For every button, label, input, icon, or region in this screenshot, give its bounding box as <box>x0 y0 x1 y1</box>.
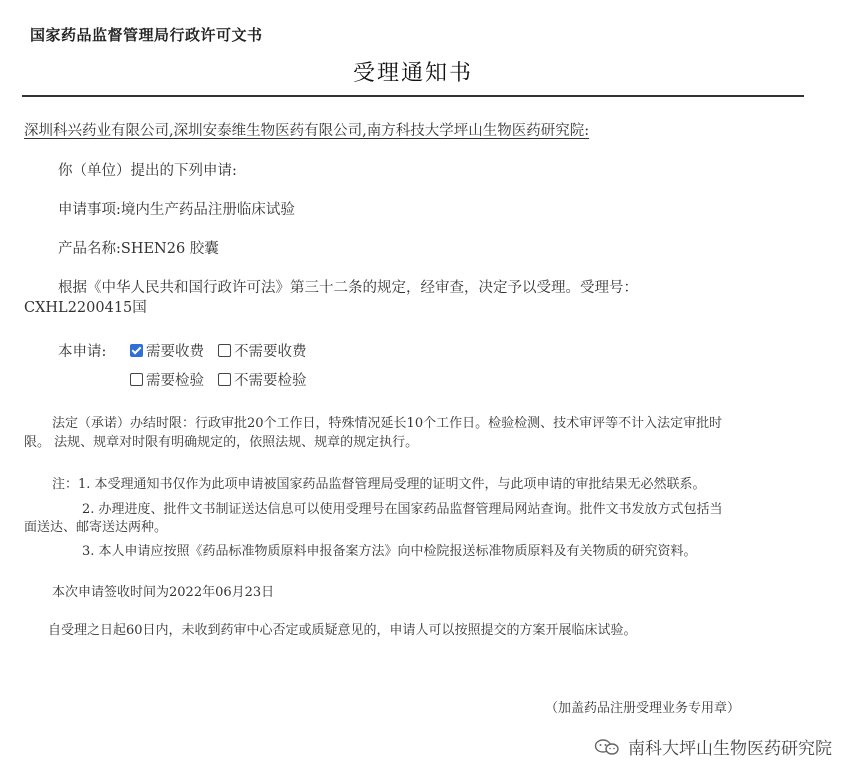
acceptance-number: CXHL2200415国 <box>24 300 147 316</box>
wechat-icon <box>594 738 620 756</box>
note-3: 3. 本人申请应按照《药品标准物质原料申报备案方法》向中检院报送标准物质原料及有关物质的研究资料。 <box>82 544 697 559</box>
checkbox-icon[interactable] <box>218 344 231 357</box>
inspection-not-required-label: 不需要检验 <box>234 373 307 389</box>
inspection-required-option[interactable] <box>130 369 204 390</box>
legal-basis-line-1: 根据《中华人民共和国行政许可法》第三十二条的规定，经审查，决定予以受理。受理号： <box>58 280 638 296</box>
checkbox-checked-icon[interactable] <box>130 344 143 357</box>
note-1: 注：1. 本受理通知书仅作为此项申请被国家药品监督管理局受理的证明文件，与此项申请的审批结果无必然联系。 <box>52 477 706 492</box>
time-limit-line-2: 限。 法规、规章对时限有明确规定的，依照法规、规章的规定执行。 <box>24 435 419 450</box>
checkbox-icon[interactable] <box>130 373 143 386</box>
fee-not-required-label: 不需要收费 <box>234 344 307 360</box>
clinical-notice: 自受理之日起60日内，未收到药审中心否定或质疑意见的，申请人可以按照提交的方案开展临床试验。 <box>48 623 637 638</box>
inspection-required-label: 需要检验 <box>146 373 204 389</box>
source-watermark <box>594 734 832 759</box>
checkbox-icon[interactable] <box>218 373 231 386</box>
applicant-names: 深圳科兴药业有限公司,深圳安泰维生物医药有限公司,南方科技大学坪山生物医药研究院: <box>24 123 590 139</box>
application-item: 申请事项:境内生产药品注册临床试验 <box>58 202 295 218</box>
watermark-text: 南科大坪山生物医药研究院 <box>628 739 832 759</box>
product-name: 产品名称:SHEN26 胶囊 <box>58 241 219 257</box>
receipt-time: 本次申请签收时间为2022年06月23日 <box>52 585 275 600</box>
title-divider <box>22 95 804 97</box>
fee-options <box>130 340 321 361</box>
fee-required-option[interactable] <box>130 340 204 361</box>
time-limit-line-1: 法定（承诺）办结时限：行政审批20个工作日，特殊情况延长10个工作日。检验检测、技术审评等不计入法定审批时 <box>52 416 723 431</box>
inspection-options <box>130 369 321 390</box>
note-2-line-1: 2. 办理进度、批件文书制证送达信息可以使用受理号在国家药品监督管理局网站查询。批件文书发放方式包括当 <box>82 502 723 517</box>
note-2-line-2: 面送达、邮寄送达两种。 <box>24 520 168 535</box>
fee-required-label: 需要收费 <box>146 344 204 360</box>
inspection-not-required-option[interactable] <box>218 369 307 390</box>
intro-text: 你（单位）提出的下列申请: <box>58 163 237 179</box>
document-title: 受理通知书 <box>352 61 473 86</box>
fee-not-required-option[interactable] <box>218 340 307 361</box>
seal-note: （加盖药品注册受理业务专用章） <box>545 701 741 716</box>
request-label: 本申请: <box>58 344 107 360</box>
document-header-org: 国家药品监督管理局行政许可文书 <box>30 26 263 44</box>
